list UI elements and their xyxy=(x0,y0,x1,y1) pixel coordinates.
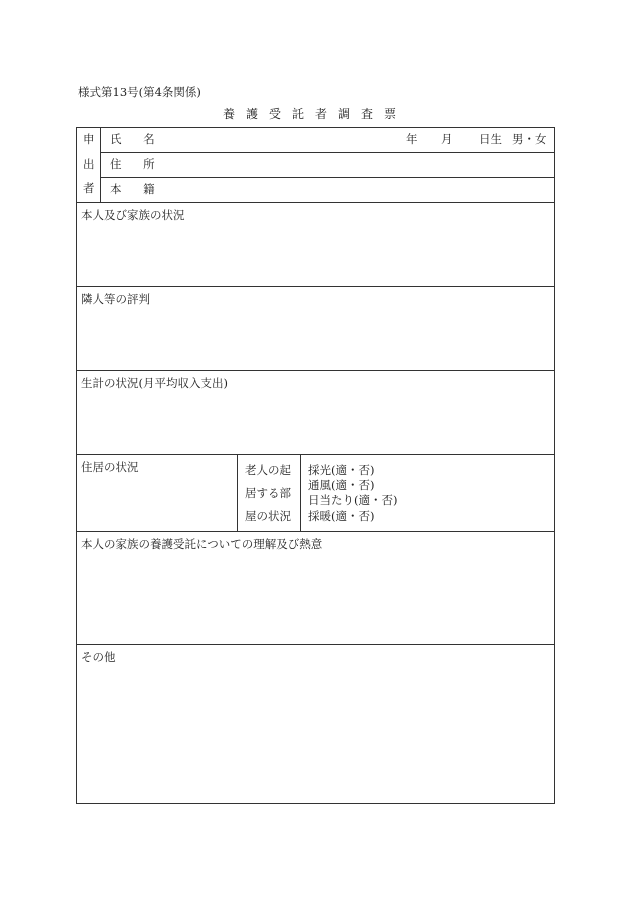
elderly-room-label-3: 屋の状況 xyxy=(245,509,291,523)
applicant-label-3: 者 xyxy=(83,181,95,195)
row-divider xyxy=(76,531,555,532)
heating-condition: 採暖(適・否) xyxy=(308,509,375,523)
elderly-room-label-1: 老人の起 xyxy=(245,463,291,477)
sunlight-condition: 日当たり(適・否) xyxy=(308,493,398,507)
form-number: 様式第13号(第4条関係) xyxy=(78,85,201,99)
elderly-room-label-2: 居する部 xyxy=(245,486,291,500)
applicant-label-1: 申 xyxy=(83,132,95,146)
row-divider xyxy=(76,202,555,203)
birth-day-label: 日生 xyxy=(479,132,502,146)
gender-options: 男・女 xyxy=(512,132,547,146)
understanding-label: 本人の家族の養護受託についての理解及び熱意 xyxy=(81,537,323,551)
lighting-condition: 採光(適・否) xyxy=(308,463,375,477)
row-divider xyxy=(76,286,555,287)
applicant-column-divider xyxy=(100,127,101,202)
applicant-label-2: 出 xyxy=(83,157,95,171)
row-divider xyxy=(100,152,555,153)
ventilation-condition: 通風(適・否) xyxy=(308,478,375,492)
row-divider xyxy=(76,370,555,371)
birth-month-label: 月 xyxy=(441,132,453,146)
housing-column-divider xyxy=(237,454,238,531)
row-divider xyxy=(100,177,555,178)
family-status-label: 本人及び家族の状況 xyxy=(81,208,185,222)
housing-label: 住居の状況 xyxy=(81,460,139,474)
other-label: その他 xyxy=(81,650,116,664)
address-label: 住 所 xyxy=(110,157,164,171)
housing-column-divider xyxy=(300,454,301,531)
birth-year-label: 年 xyxy=(406,132,418,146)
livelihood-label: 生計の状況(月平均収入支出) xyxy=(81,376,228,390)
name-label: 氏 名 xyxy=(110,132,164,146)
neighbor-reputation-label: 隣人等の評判 xyxy=(81,292,150,306)
domicile-label: 本 籍 xyxy=(110,182,164,196)
form-title: 養護受託者調査票 xyxy=(222,107,407,121)
row-divider xyxy=(76,454,555,455)
row-divider xyxy=(76,644,555,645)
